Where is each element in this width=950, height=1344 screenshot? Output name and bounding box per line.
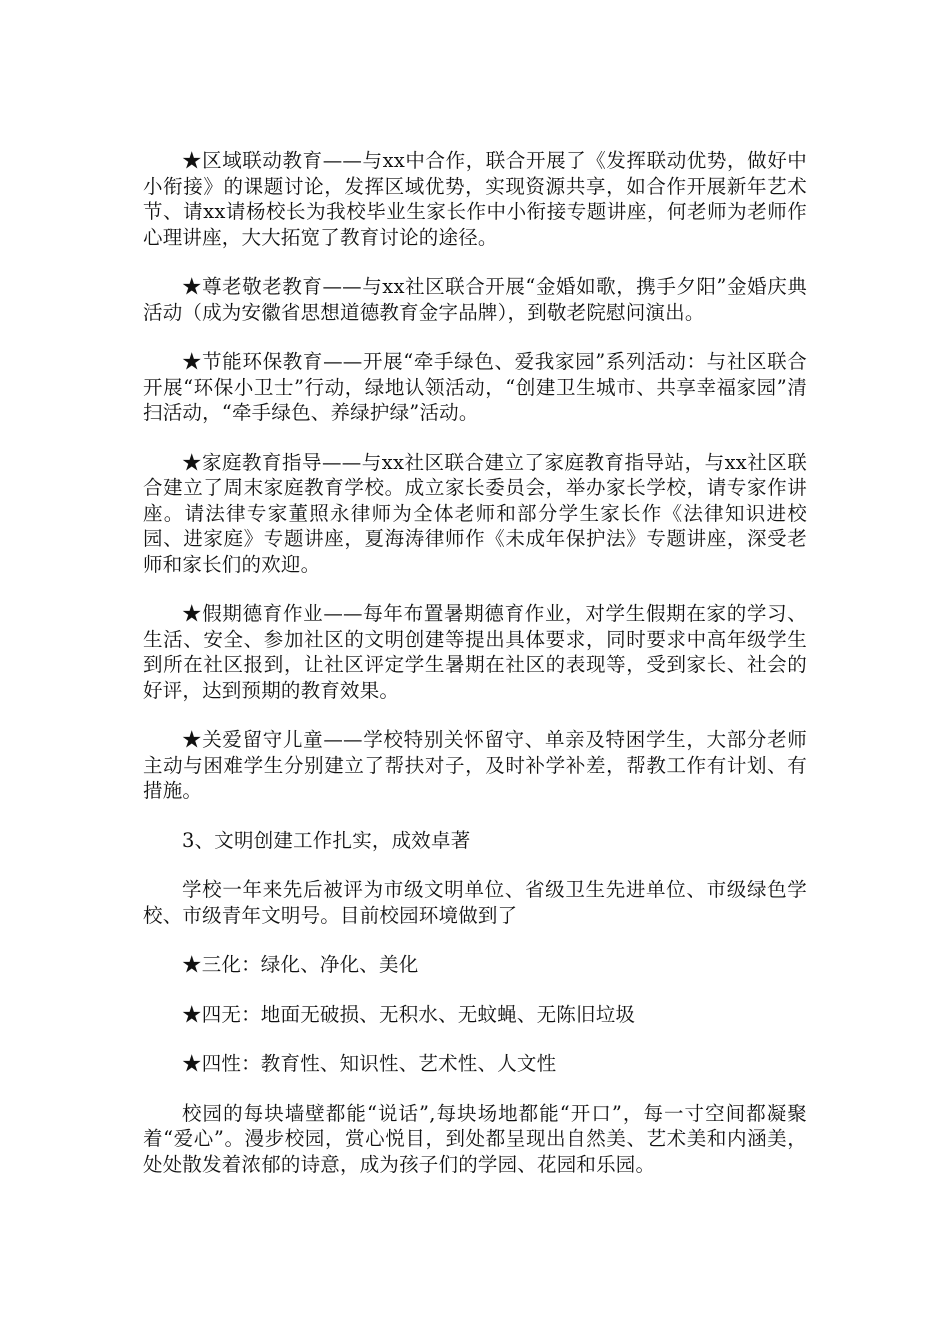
paragraph-regional-education: ★区域联动教育——与xx中合作，联合开展了《发挥联动优势，做好中小衔接》的课题讨论，发挥区域优势，实现资源共享，如合作开展新年艺术节、请xx请杨校长为我校毕业生家长作中小衔接专题讲座，何老师为老师作心理讲座，大大拓宽了教育讨论的途径。 bbox=[143, 149, 807, 249]
document-body bbox=[143, 148, 807, 1201]
paragraph-respect-elderly: ★尊老敬老教育——与xx社区联合开展“金婚如歌，携手夕阳”金婚庆典活动（成为安徽省思想道德教育金字品牌），到敬老院慰问演出。 bbox=[143, 275, 807, 324]
list-item-four-nos: ★四无：地面无破损、无积水、无蚊蝇、无陈旧垃圾 bbox=[182, 1002, 636, 1026]
section-heading-civilization: 3、文明创建工作扎实，成效卓著 bbox=[182, 828, 471, 852]
paragraph-holiday-homework: ★假期德育作业——每年布置暑期德育作业，对学生假期在家的学习、生活、安全、参加社区的文明创建等提出具体要求，同时要求中高年级学生到所在社区报到，让社区评定学生暑期在社区的表现等，受到家长、社会的好评，达到预期的教育效果。 bbox=[143, 602, 807, 702]
paragraph-campus-walls: 校园的每块墙壁都能“说话”,每块场地都能“开口”，每一寸空间都凝聚着“爱心”。漫步校园，赏心悦目，到处都呈现出自然美、艺术美和内涵美，处处散发着浓郁的诗意，成为孩子们的学园、花园和乐园。 bbox=[143, 1101, 807, 1176]
paragraph-environmental-education: ★节能环保教育——开展“牵手绿色、爱我家园”系列活动：与社区联合开展“环保小卫士”行动，绿地认领活动，“创建卫生城市、共享幸福家园”清扫活动，“牵手绿色、养绿护绿”活动。 bbox=[143, 350, 807, 424]
paragraph-family-education: ★家庭教育指导——与xx社区联合建立了家庭教育指导站，与xx社区联合建立了周末家庭教育学校。成立家长委员会，举办家长学校，请专家作讲座。请法律专家董照永律师为全体老师和部分学生家长作《法律知识进校园、进家庭》专题讲座，夏海涛律师作《未成年保护法》专题讲座，深受老师和家长们的欢迎。 bbox=[143, 450, 807, 576]
paragraph-left-behind-children: ★关爱留守儿童——学校特别关怀留守、单亲及特困学生，大部分老师主动与困难学生分别建立了帮扶对子，及时补学补差，帮教工作有计划、有措施。 bbox=[143, 728, 807, 802]
list-item-four-qualities: ★四性：教育性、知识性、艺术性、人文性 bbox=[182, 1052, 557, 1075]
list-item-three-transformations: ★三化：绿化、净化、美化 bbox=[182, 953, 419, 976]
paragraph-school-honors: 学校一年来先后被评为市级文明单位、省级卫生先进单位、市级绿色学校、市级青年文明号。目前校园环境做到了 bbox=[143, 878, 807, 927]
